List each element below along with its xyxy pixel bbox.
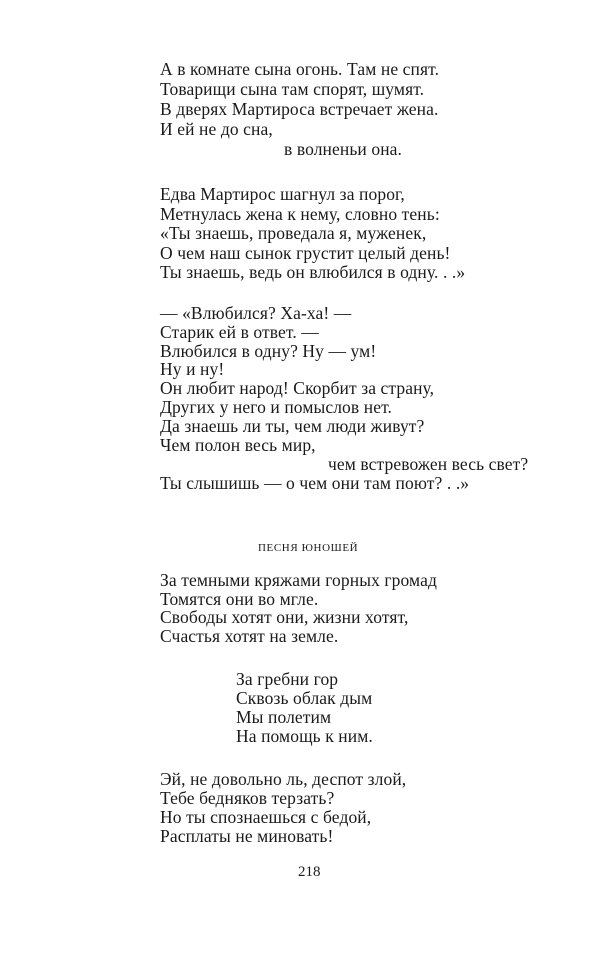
poem-line: Да знаешь ли ты, чем люди живут?	[160, 416, 425, 436]
poem-line: Метнулась жена к нему, словно тень:	[160, 204, 440, 224]
poem-line: Эй, не довольно ль, деспот злой,	[160, 769, 407, 789]
poem-line: На помощь к ним.	[236, 726, 373, 746]
song-title: ПЕСНЯ ЮНОШЕЙ	[258, 542, 359, 554]
poem-line: В дверях Мартироса встречает жена.	[160, 99, 439, 119]
poem-line: «Ты знаешь, проведала я, муженек,	[160, 223, 427, 243]
poem-line: Томятся они во мгле.	[160, 589, 319, 609]
poem-line: Ты слышишь — о чем они там поют? . .»	[160, 473, 470, 493]
poem-line: И ей не до сна,	[160, 119, 273, 139]
poem-line: А в комнате сына огонь. Там не спят.	[160, 59, 440, 79]
poem-line: Свободы хотят они, жизни хотят,	[160, 607, 409, 627]
poem-line: Чем полон весь мир,	[160, 435, 316, 455]
poem-line: Но ты спознаешься с бедой,	[160, 807, 372, 827]
poem-line: Расплаты не миновать!	[160, 826, 334, 846]
poem-line: чем встревожен весь свет?	[328, 454, 529, 474]
poem-line: Мы полетим	[236, 707, 332, 727]
poem-line: О чем наш сынок грустит целый день!	[160, 243, 451, 263]
poem-line: Ты знаешь, ведь он влюбился в одну. . .»	[160, 262, 466, 282]
poem-line: За гребни гор	[236, 669, 339, 689]
poem-line: Счастья хотят на земле.	[160, 626, 339, 646]
poem-line: Старик ей в ответ. —	[160, 322, 319, 342]
poem-line: Товарищи сына там спорят, шумят.	[160, 79, 425, 99]
poem-line: За темными кряжами горных громад	[160, 570, 437, 590]
poem-line: Едва Мартирос шагнул за порог,	[160, 184, 405, 204]
poem-line: в волненьи она.	[284, 139, 403, 159]
poem-line: — «Влюбился? Ха-ха! —	[160, 303, 352, 323]
poem-line: Тебе бедняков терзать?	[160, 788, 335, 808]
poem-line: Ну и ну!	[160, 359, 225, 379]
page-number: 218	[298, 864, 321, 880]
poem-line: Он любит народ! Скорбит за страну,	[160, 378, 435, 398]
poem-line: Других у него и помыслов нет.	[160, 397, 392, 417]
poem-line: Влюбился в одну? Ну — ум!	[160, 341, 377, 361]
poem-line: Сквозь облак дым	[236, 688, 373, 708]
